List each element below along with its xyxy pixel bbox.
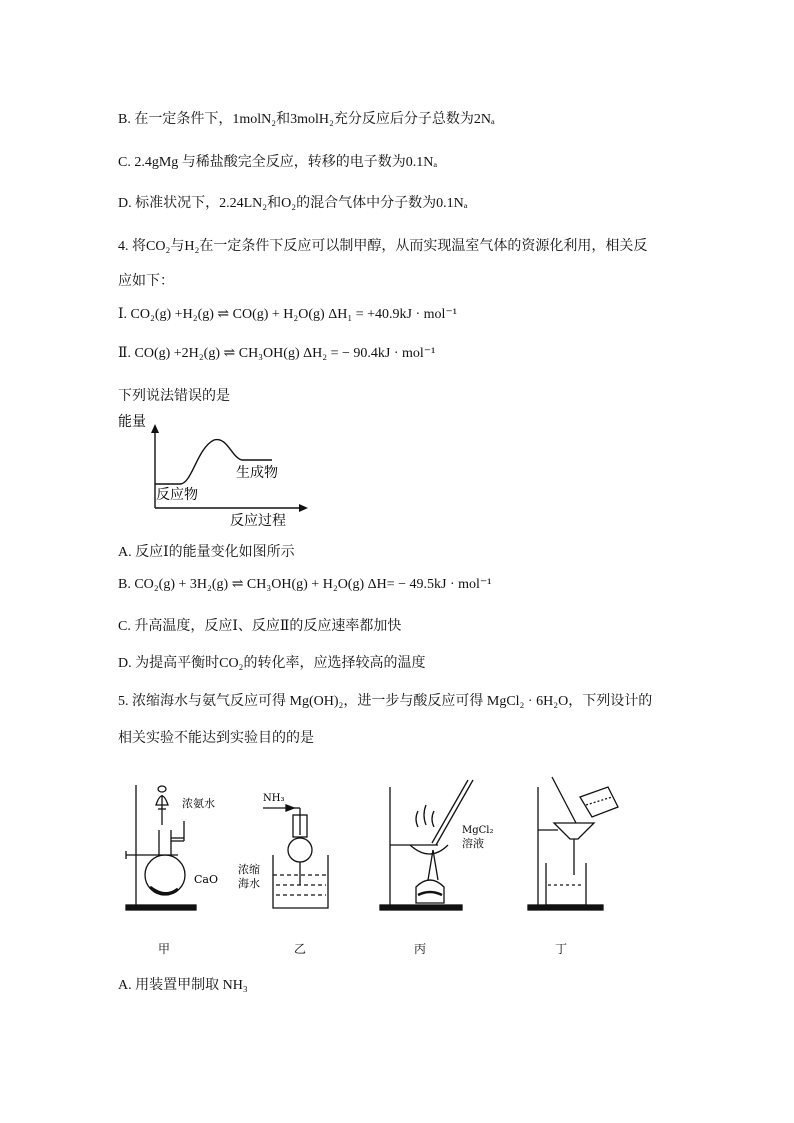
question-4-prompt: 下列说法错误的是 xyxy=(118,389,230,404)
energy-diagram xyxy=(112,408,312,533)
question-5-stem: 5. 浓缩海水与氨气反应可得 Mg(OH)₂，进一步与酸反应可得 MgCl₂ · 6H₂O，下列设计的 xyxy=(118,694,653,709)
apparatus-ding xyxy=(528,777,618,910)
reaction-progress-label: 反应过程 xyxy=(230,513,286,529)
reaction-2: Ⅱ. CO(g) +2H₂(g) ⇌ CH₃OH(g) ΔH₂ = − 90.4kJ · mol⁻¹ xyxy=(118,346,436,361)
option-d: D. 标准状况下，2.24LN₂和O₂的混合气体中分子数为0.1Nₐ xyxy=(118,196,468,211)
question-5-stem-cont: 相关实验不能达到实验目的的是 xyxy=(118,731,314,746)
q5-option-a: A. 用装置甲制取 NH₃ xyxy=(118,978,248,993)
q4-option-b: B. CO₂(g) + 3H₂(g) ⇌ CH₃OH(g) + H₂O(g) ΔH= − 49.5kJ · mol⁻¹ xyxy=(118,577,492,592)
bing-label-1: MgCl₂ xyxy=(462,825,494,836)
question-4-stem-cont: 应如下： xyxy=(118,274,174,289)
reaction-1: Ⅰ. CO₂(g) +H₂(g) ⇌ CO(g) + H₂O(g) ΔH₁ = +40.9kJ · mol⁻¹ xyxy=(118,307,457,322)
option-c: C. 2.4gMg 与稀盐酸完全反应，转移的电子数为0.1Nₐ xyxy=(118,155,438,170)
option-b: B. 在一定条件下，1molN₂和3molH₂充分反应后分子总数为2Nₐ xyxy=(118,112,495,127)
q4-option-c: C. 升高温度，反应Ⅰ、反应Ⅱ的反应速率都加快 xyxy=(118,619,402,634)
energy-axis-label: 能量 xyxy=(118,414,146,430)
jia-label-cao: CaO xyxy=(194,873,218,886)
caption-bing: 丙 xyxy=(414,942,427,956)
q4-option-d: D. 为提高平衡时CO₂的转化率，应选择较高的温度 xyxy=(118,656,426,671)
jia-label-ammonia: 浓氨水 xyxy=(182,797,215,810)
apparatus-yi xyxy=(263,805,328,908)
bing-label-2: 溶液 xyxy=(462,837,484,850)
apparatus-bing xyxy=(380,780,473,910)
q4-option-a: A. 反应Ⅰ的能量变化如图所示 xyxy=(118,545,295,560)
product-label: 生成物 xyxy=(236,465,278,481)
apparatus-figure xyxy=(118,775,638,915)
caption-jia: 甲 xyxy=(158,942,171,956)
question-4-stem: 4. 将CO₂与H₂在一定条件下反应可以制甲醇，从而实现温室气体的资源化利用，相关反 xyxy=(118,239,648,254)
yi-label-1: 浓缩 xyxy=(238,863,260,876)
caption-yi: 乙 xyxy=(294,942,307,956)
yi-gas-label: NH₃ xyxy=(263,793,285,804)
yi-label-2: 海水 xyxy=(238,877,260,890)
caption-ding: 丁 xyxy=(555,942,568,956)
reactant-label: 反应物 xyxy=(156,487,198,503)
